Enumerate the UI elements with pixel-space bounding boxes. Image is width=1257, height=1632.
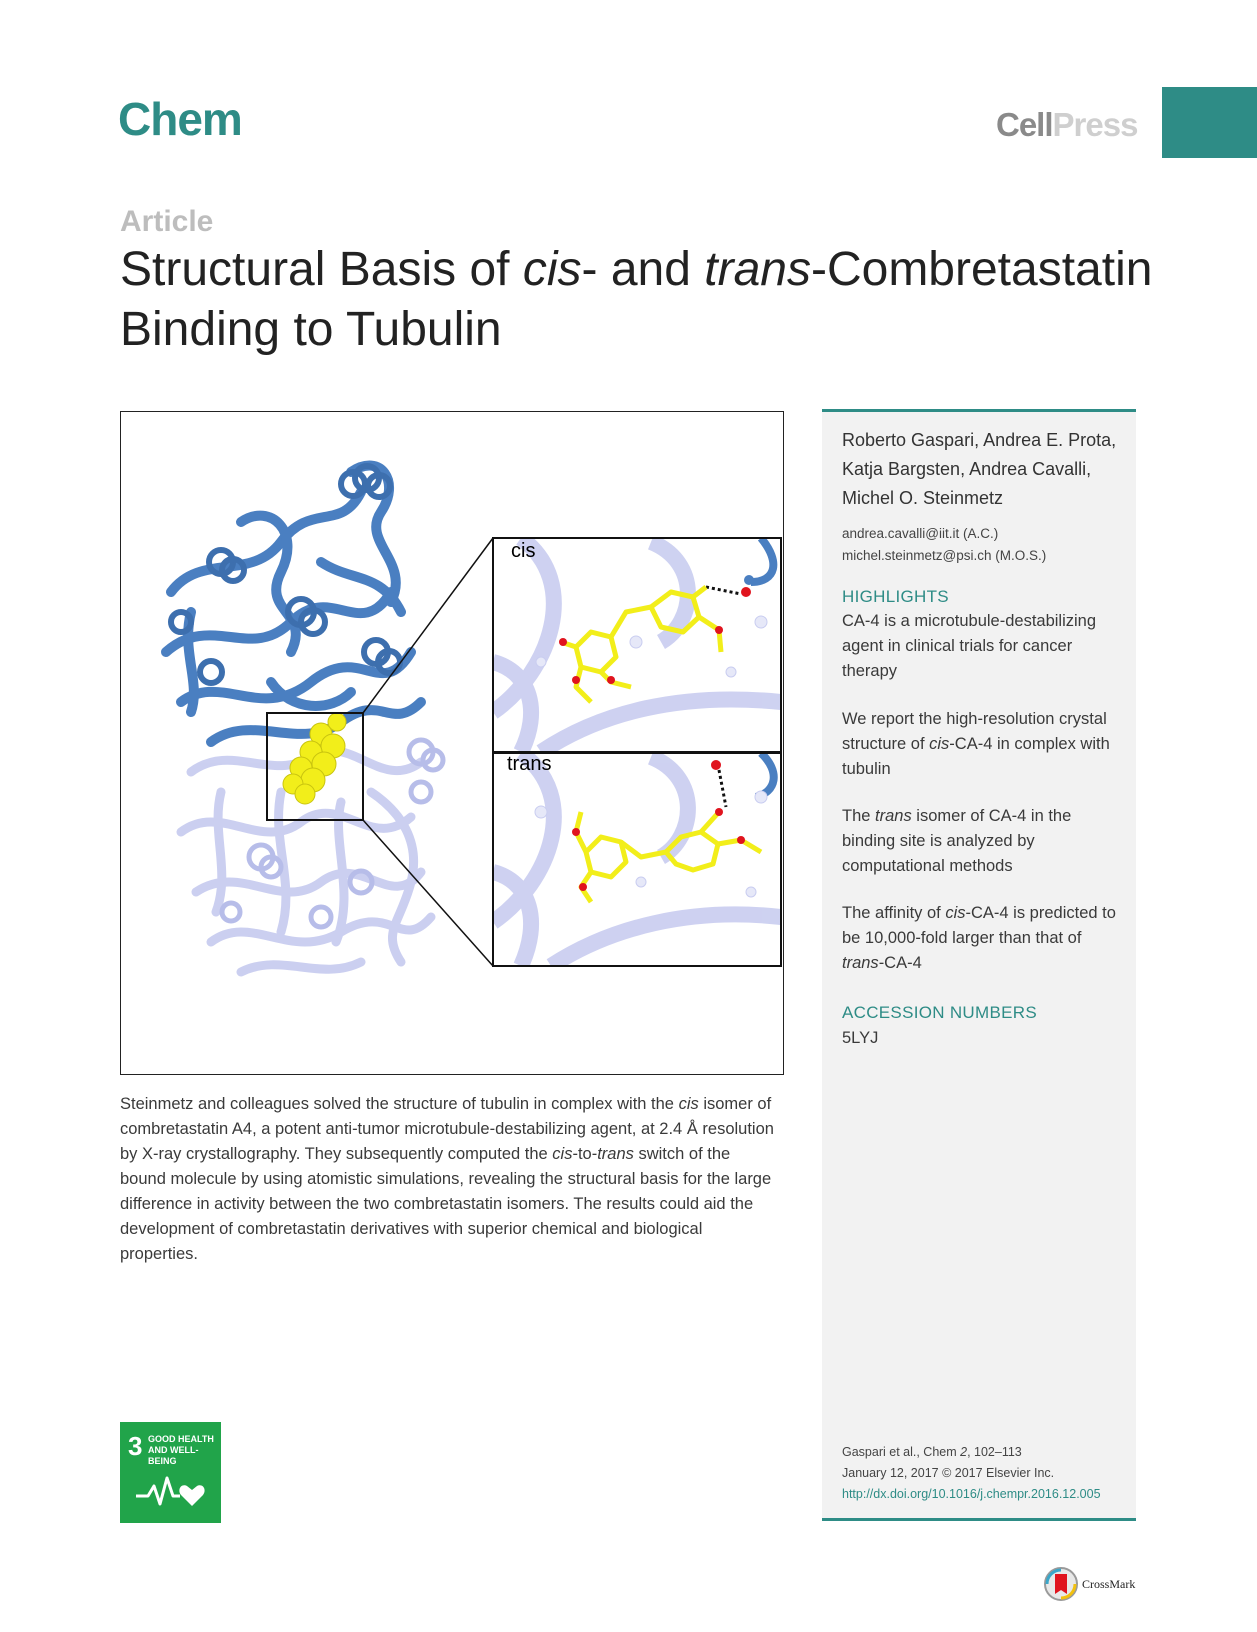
accession-heading: ACCESSION NUMBERS [842,1003,1037,1022]
highlight-4-italic-1: cis [945,904,966,922]
title-part2: - and [581,243,705,296]
citation-text: Gaspari et al., Chem [842,1445,961,1459]
title-part3: -Combretastatin Binding to Tubulin [120,243,1153,356]
highlight-2-text-a: We report the high-resolution crystal structure of [842,710,1107,753]
highlight-2-italic: cis [929,735,950,753]
citation-volume: 2 [960,1445,968,1459]
caption-text-1: Steinmetz and colleagues solved the structure of tubulin in complex with the [120,1095,679,1113]
caption-text-2: isomer of combretastatin A4, a potent anti-tumor microtubule-destabilizing agent, at 2.4 Å resolution by X-ray crystallography. They subsequently computed the [120,1095,774,1163]
publication-date: January 12, 2017 © 2017 Elsevier Inc. [842,1466,1055,1480]
title-part1: Structural Basis of [120,243,523,296]
highlight-4-text-b: -CA-4 is predicted to be 10,000-fold larger than that of [842,904,1116,947]
publisher-logo-cell: Cell [996,106,1053,143]
crossmark-icon [1043,1566,1079,1602]
email-cavalli[interactable]: andrea.cavalli@iit.it (A.C.) [842,526,999,541]
heartbeat-heart-icon [134,1472,209,1512]
highlight-3-italic: trans [875,807,912,825]
email-steinmetz[interactable]: michel.steinmetz@psi.ch (M.O.S.) [842,548,1047,563]
crossmark-label: CrossMark [1082,1577,1136,1591]
cis-panel [493,538,781,752]
publisher-logo-press: Press [1052,106,1138,143]
doi-link[interactable]: http://dx.doi.org/10.1016/j.chempr.2016.12.005 [842,1487,1101,1501]
caption-italic-2: cis [552,1145,573,1163]
sdg-number: 3 [128,1431,143,1461]
info-sidebar [822,409,1136,1521]
caption-italic-1: cis [678,1095,699,1113]
graphical-abstract-figure [120,411,784,1075]
crossmark-badge[interactable] [1043,1566,1153,1602]
highlight-2-text-b: -CA-4 in complex with tubulin [842,735,1110,778]
trans-panel [493,753,781,966]
highlight-2 [842,707,1127,782]
publisher-logo [996,106,1137,144]
highlight-4 [842,901,1127,976]
sdg-label [148,1434,221,1467]
sdg-good-health-badge [120,1422,221,1523]
caption-text-4: switch of the bound molecule by using atomistic simulations, revealing the structural basis for the large difference in activity between the two combretastatin isomers. The results could aid the development of combretastatin derivatives with superior chemical and biological properties. [120,1145,772,1263]
sdg-label-line1: GOOD HEALTH [148,1434,214,1444]
highlight-1: CA-4 is a microtubule-destabilizing agent in clinical trials for cancer therapy [842,612,1097,680]
highlight-4-text-a: The affinity of [842,904,946,922]
figure-caption [120,1092,780,1267]
highlight-4-text-c: -CA-4 [878,954,922,972]
article-type-label: Article [120,205,214,238]
highlight-3 [842,804,1127,879]
journal-logo: Chem [118,93,242,145]
zoom-line-bottom [363,820,493,966]
author-list: Roberto Gaspari, Andrea E. Prota, Katja Bargsten, Andrea Cavalli, Michel O. Steinmetz [842,430,1117,508]
highlight-3-text-b: isomer of CA-4 in the binding site is analyzed by computational methods [842,807,1072,875]
ligand-spheres [283,713,346,804]
zoom-line-top [363,538,493,713]
accent-tab [1162,87,1257,158]
accession-number: 5LYJ [842,1029,879,1047]
sdg-label-line2: AND WELL-BEING [148,1445,199,1466]
caption-text-3: -to- [572,1145,598,1163]
cis-label: cis [511,540,536,562]
citation [842,1445,1022,1459]
article-title [120,240,1160,360]
title-trans: trans [704,243,811,296]
trans-label: trans [507,753,552,775]
highlights-heading: HIGHLIGHTS [842,587,949,606]
citation-pages: , 102–113 [967,1445,1022,1459]
caption-italic-3: trans [597,1145,634,1163]
title-cis: cis [522,243,582,296]
highlight-3-text-a: The [842,807,876,825]
highlight-4-italic-2: trans [842,954,879,972]
figure-illustration [121,412,783,1074]
